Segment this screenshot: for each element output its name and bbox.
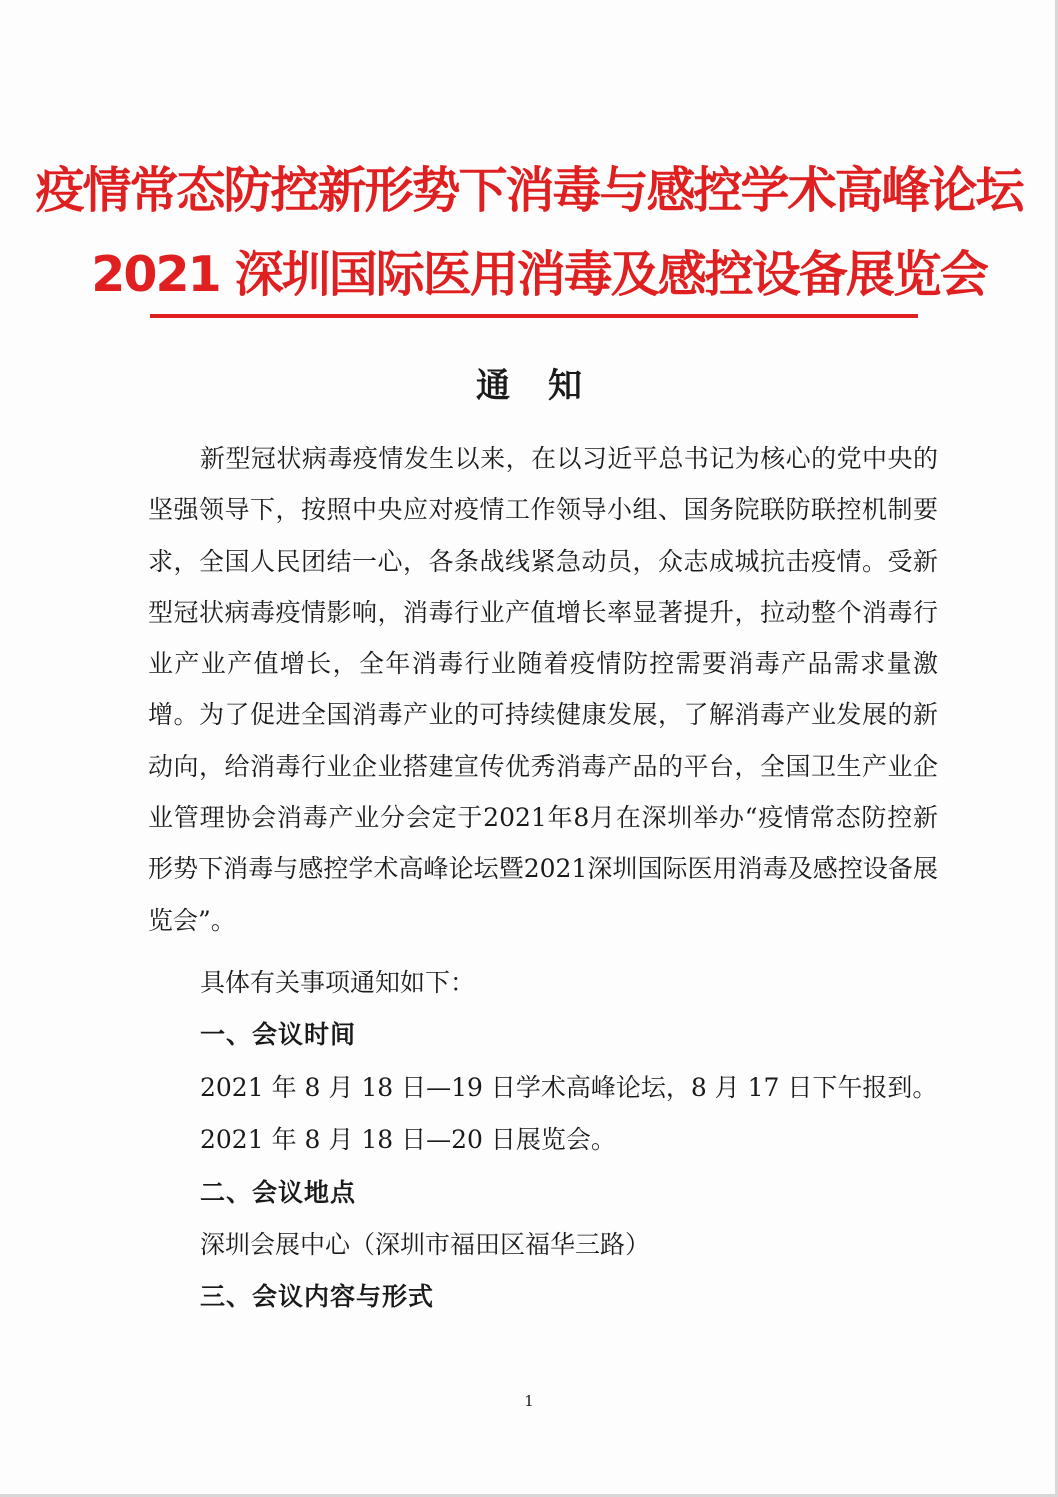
notice-heading: 通知 <box>476 366 620 406</box>
intro-line: 具体有关事项通知如下： <box>200 968 476 997</box>
document-title-line-2: 2021 深圳国际医用消毒及感控设备展览会 <box>91 246 987 303</box>
section-1-title: 一、会议时间 <box>200 1020 357 1049</box>
section-3-title: 三、会议内容与形式 <box>200 1282 435 1311</box>
body-paragraph-1: 新型冠状病毒疫情发生以来，在以习近平总书记为核心的党中央的坚强领导下，按照中央应对疫情工作领导小组、国务院联防联控机制要求，全国人民团结一心，各条战线紧急动员，众志成城抗击疫情。受新型冠状病毒疫情影响，消毒行业产值增长率显著提升，拉动整个消毒行业产业产值增长，全年消毒行业随着疫情防控需要消毒产品需求量激增。为了促进全国消毒产业的可持续健康发展，了解消毒产业发展的新动向，给消毒行业企业搭建宣传优秀消毒产品的平台，全国卫生产业企业管理协会消毒产业分会定于2021年8月在深圳举办“疫情常态防控新形势下消毒与感控学术高峰论坛暨2021深圳国际医用消毒及感控设备展览会”。 <box>148 444 938 935</box>
section-2-line-1: 深圳会展中心（深圳市福田区福华三路） <box>200 1230 651 1259</box>
section-1-line-1: 2021 年 8 月 18 日—19 日学术高峰论坛，8 月 17 日下午报到。 <box>200 1073 938 1102</box>
red-divider-line <box>150 314 918 318</box>
document-title-line-1: 疫情常态防控新形势下消毒与感控学术高峰论坛 <box>35 162 1023 219</box>
page-number: 1 <box>524 1392 534 1410</box>
section-2-title: 二、会议地点 <box>200 1178 357 1207</box>
section-1-line-2: 2021 年 8 月 18 日—20 日展览会。 <box>200 1125 616 1154</box>
